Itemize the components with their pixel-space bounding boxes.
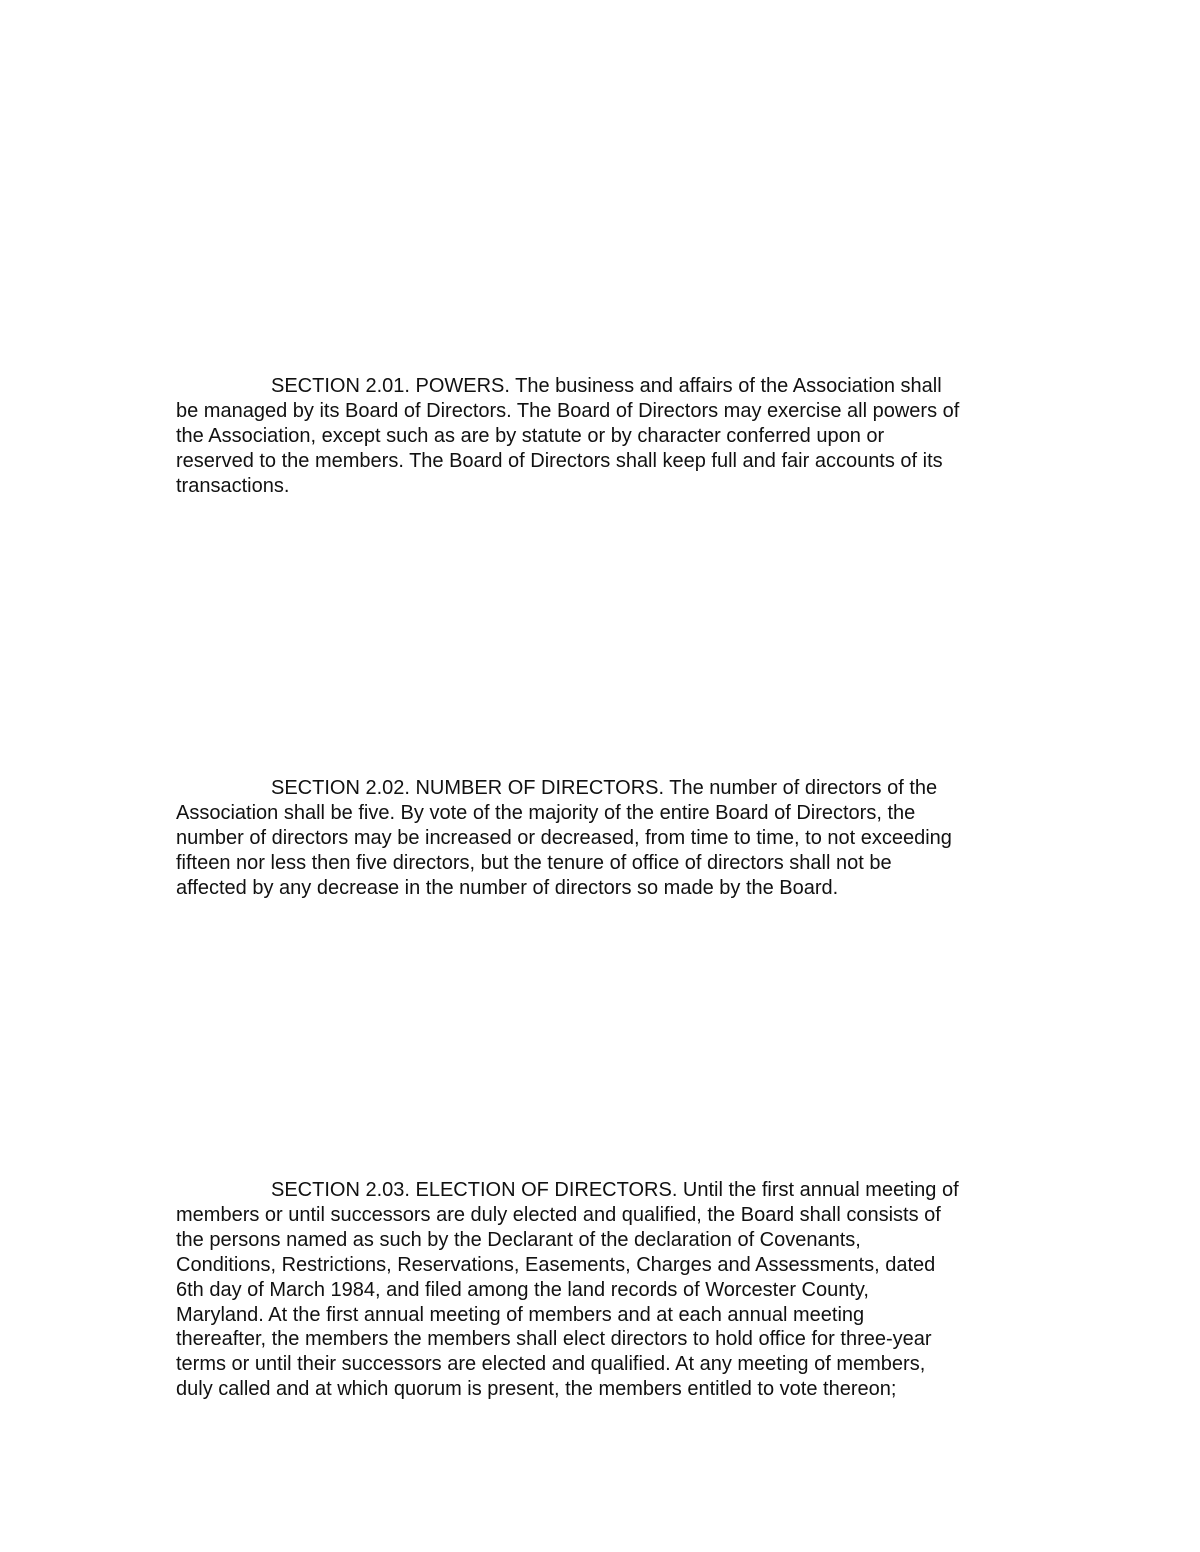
paragraph-line: Conditions, Restrictions, Reservations, Easements, Charges and Assessments, dated bbox=[176, 1253, 936, 1276]
section-2-02-number-of-directors bbox=[176, 776, 952, 901]
paragraph-line: members or until successors are duly elected and qualified, the Board shall consists of bbox=[176, 1203, 941, 1226]
paragraph-line: number of directors may be increased or decreased, from time to time, to not exceeding bbox=[176, 826, 952, 849]
paragraph-line: transactions. bbox=[176, 474, 290, 497]
paragraph-line: reserved to the members. The Board of Directors shall keep full and fair accounts of its bbox=[176, 449, 943, 472]
paragraph-line: be managed by its Board of Directors. The Board of Directors may exercise all powers of bbox=[176, 399, 960, 422]
paragraph-line: SECTION 2.02. NUMBER OF DIRECTORS. The number of directors of the bbox=[271, 777, 938, 799]
paragraph-line: the persons named as such by the Declarant of the declaration of Covenants, bbox=[176, 1228, 861, 1251]
section-2-03-election-of-directors bbox=[176, 1178, 959, 1402]
paragraph-line: duly called and at which quorum is present, the members entitled to vote thereon; bbox=[176, 1378, 897, 1401]
paragraph-line: SECTION 2.03. ELECTION OF DIRECTORS. Until the first annual meeting of bbox=[271, 1179, 959, 1201]
paragraph-line: SECTION 2.01. POWERS. The business and affairs of the Association shall bbox=[271, 375, 942, 397]
paragraph-line: the Association, except such as are by statute or by character conferred upon or bbox=[176, 424, 885, 447]
paragraph-line: Association shall be five. By vote of the majority of the entire Board of Directors, the bbox=[176, 801, 916, 824]
paragraph-line: Maryland. At the first annual meeting of members and at each annual meeting bbox=[176, 1303, 865, 1326]
paragraph-line: 6th day of March 1984, and filed among the land records of Worcester County, bbox=[176, 1278, 869, 1301]
paragraph-line: fifteen nor less then five directors, but the tenure of office of directors shall not be bbox=[176, 851, 892, 874]
paragraph-line: thereafter, the members the members shall elect directors to hold office for three-year bbox=[176, 1328, 932, 1351]
paragraph-line: terms or until their successors are elected and qualified. At any meeting of members, bbox=[176, 1353, 926, 1376]
paragraph-line: affected by any decrease in the number of directors so made by the Board. bbox=[176, 876, 839, 899]
section-2-01-powers bbox=[176, 374, 959, 499]
